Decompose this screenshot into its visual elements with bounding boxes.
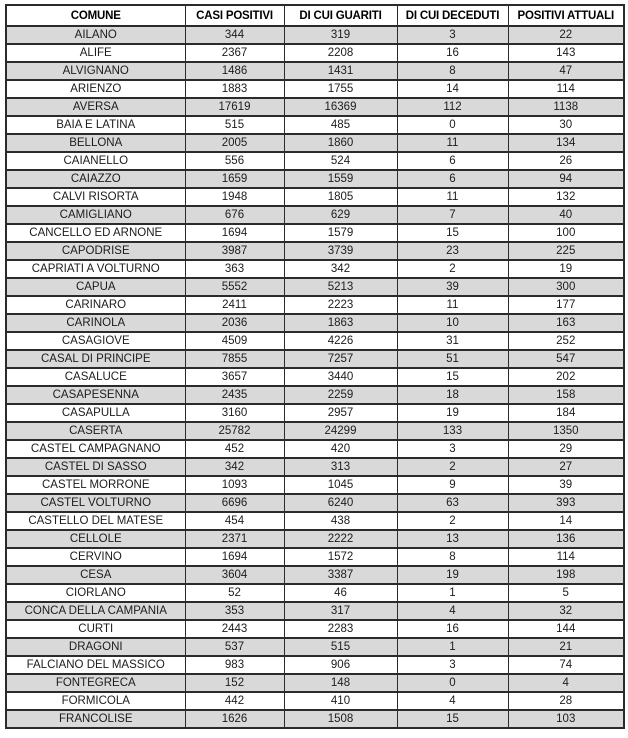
- cell-di-cui-guariti: 4226: [284, 332, 397, 350]
- cell-di-cui-deceduti: 31: [397, 332, 508, 350]
- cell-casi-positivi: 515: [185, 116, 284, 134]
- cell-casi-positivi: 3987: [185, 242, 284, 260]
- cell-di-cui-deceduti: 18: [397, 386, 508, 404]
- cell-positivi-attuali: 28: [508, 692, 624, 710]
- cell-comune: CASERTA: [6, 422, 185, 440]
- cell-positivi-attuali: 103: [508, 710, 624, 728]
- cell-casi-positivi: 5552: [185, 278, 284, 296]
- cell-di-cui-guariti: 515: [284, 638, 397, 656]
- cell-comune: AILANO: [6, 26, 185, 44]
- cell-di-cui-guariti: 3387: [284, 566, 397, 584]
- cell-comune: FONTEGRECA: [6, 674, 185, 692]
- column-header-di-cui-deceduti: DI CUI DECEDUTI: [397, 5, 508, 26]
- column-header-positivi-attuali: POSITIVI ATTUALI: [508, 5, 624, 26]
- cell-di-cui-guariti: 16369: [284, 98, 397, 116]
- cell-casi-positivi: 152: [185, 674, 284, 692]
- cell-di-cui-guariti: 2259: [284, 386, 397, 404]
- table-row: [6, 710, 624, 728]
- cell-di-cui-deceduti: 15: [397, 368, 508, 386]
- cell-comune: CAMIGLIANO: [6, 206, 185, 224]
- cell-comune: CAPODRISE: [6, 242, 185, 260]
- cell-casi-positivi: 2435: [185, 386, 284, 404]
- cell-comune: CASTEL CAMPAGNANO: [6, 440, 185, 458]
- table-row: [6, 530, 624, 548]
- cell-di-cui-guariti: 2222: [284, 530, 397, 548]
- cell-casi-positivi: 6696: [185, 494, 284, 512]
- cell-comune: CASTEL DI SASSO: [6, 458, 185, 476]
- table-row: [6, 404, 624, 422]
- cell-positivi-attuali: 40: [508, 206, 624, 224]
- table-row: [6, 476, 624, 494]
- table-row: [6, 638, 624, 656]
- table-row: [6, 134, 624, 152]
- cell-di-cui-guariti: 420: [284, 440, 397, 458]
- cell-casi-positivi: 342: [185, 458, 284, 476]
- cell-casi-positivi: 452: [185, 440, 284, 458]
- cell-casi-positivi: 1486: [185, 62, 284, 80]
- cell-positivi-attuali: 1138: [508, 98, 624, 116]
- table-row: [6, 674, 624, 692]
- cell-casi-positivi: 442: [185, 692, 284, 710]
- cell-di-cui-guariti: 1863: [284, 314, 397, 332]
- cell-comune: FORMICOLA: [6, 692, 185, 710]
- table-row: [6, 44, 624, 62]
- cell-di-cui-guariti: 524: [284, 152, 397, 170]
- cell-comune: CALVI RISORTA: [6, 188, 185, 206]
- cell-di-cui-deceduti: 9: [397, 476, 508, 494]
- column-header-di-cui-guariti: DI CUI GUARITI: [284, 5, 397, 26]
- cell-di-cui-deceduti: 133: [397, 422, 508, 440]
- cell-casi-positivi: 3160: [185, 404, 284, 422]
- cell-positivi-attuali: 4: [508, 674, 624, 692]
- cell-di-cui-deceduti: 1: [397, 638, 508, 656]
- cell-casi-positivi: 454: [185, 512, 284, 530]
- table-row: [6, 386, 624, 404]
- table-row: [6, 656, 624, 674]
- cell-positivi-attuali: 225: [508, 242, 624, 260]
- cell-casi-positivi: 1948: [185, 188, 284, 206]
- cell-casi-positivi: 25782: [185, 422, 284, 440]
- cell-positivi-attuali: 158: [508, 386, 624, 404]
- cell-casi-positivi: 353: [185, 602, 284, 620]
- cell-comune: CASAPESENNA: [6, 386, 185, 404]
- table-row: [6, 512, 624, 530]
- cell-di-cui-guariti: 906: [284, 656, 397, 674]
- cell-di-cui-guariti: 1860: [284, 134, 397, 152]
- cell-casi-positivi: 1883: [185, 80, 284, 98]
- cell-comune: ALVIGNANO: [6, 62, 185, 80]
- cell-comune: ALIFE: [6, 44, 185, 62]
- cell-di-cui-deceduti: 7: [397, 206, 508, 224]
- cell-positivi-attuali: 29: [508, 440, 624, 458]
- table-body: [6, 26, 624, 728]
- cell-casi-positivi: 52: [185, 584, 284, 602]
- cell-positivi-attuali: 184: [508, 404, 624, 422]
- cell-di-cui-guariti: 1572: [284, 548, 397, 566]
- cell-positivi-attuali: 393: [508, 494, 624, 512]
- cell-casi-positivi: 556: [185, 152, 284, 170]
- cell-di-cui-guariti: 319: [284, 26, 397, 44]
- cell-comune: CASTELLO DEL MATESE: [6, 512, 185, 530]
- cell-positivi-attuali: 21: [508, 638, 624, 656]
- cell-positivi-attuali: 1350: [508, 422, 624, 440]
- cell-casi-positivi: 983: [185, 656, 284, 674]
- cell-comune: CASAPULLA: [6, 404, 185, 422]
- cell-positivi-attuali: 202: [508, 368, 624, 386]
- cell-di-cui-deceduti: 14: [397, 80, 508, 98]
- table-row: [6, 548, 624, 566]
- cell-di-cui-deceduti: 23: [397, 242, 508, 260]
- table-row: [6, 188, 624, 206]
- cell-di-cui-guariti: 7257: [284, 350, 397, 368]
- cell-positivi-attuali: 100: [508, 224, 624, 242]
- cell-di-cui-guariti: 2957: [284, 404, 397, 422]
- cell-casi-positivi: 7855: [185, 350, 284, 368]
- table-row: [6, 494, 624, 512]
- cell-di-cui-guariti: 2208: [284, 44, 397, 62]
- cell-comune: CASALUCE: [6, 368, 185, 386]
- table-row: [6, 170, 624, 188]
- cell-di-cui-guariti: 629: [284, 206, 397, 224]
- cell-di-cui-deceduti: 6: [397, 152, 508, 170]
- cell-di-cui-guariti: 317: [284, 602, 397, 620]
- cell-di-cui-guariti: 3440: [284, 368, 397, 386]
- table-row: [6, 422, 624, 440]
- cell-di-cui-guariti: 313: [284, 458, 397, 476]
- cell-comune: FRANCOLISE: [6, 710, 185, 728]
- cell-di-cui-deceduti: 11: [397, 188, 508, 206]
- cell-positivi-attuali: 26: [508, 152, 624, 170]
- cell-di-cui-deceduti: 3: [397, 440, 508, 458]
- cell-comune: CARINARO: [6, 296, 185, 314]
- cell-comune: FALCIANO DEL MASSICO: [6, 656, 185, 674]
- cell-casi-positivi: 1093: [185, 476, 284, 494]
- cell-positivi-attuali: 30: [508, 116, 624, 134]
- cell-positivi-attuali: 114: [508, 80, 624, 98]
- cell-di-cui-deceduti: 3: [397, 656, 508, 674]
- cell-comune: CERVINO: [6, 548, 185, 566]
- cell-di-cui-deceduti: 15: [397, 224, 508, 242]
- cell-di-cui-guariti: 24299: [284, 422, 397, 440]
- cell-casi-positivi: 363: [185, 260, 284, 278]
- cell-positivi-attuali: 22: [508, 26, 624, 44]
- covid-comuni-table: [5, 4, 625, 729]
- cell-positivi-attuali: 39: [508, 476, 624, 494]
- table-row: [6, 350, 624, 368]
- cell-casi-positivi: 537: [185, 638, 284, 656]
- cell-positivi-attuali: 27: [508, 458, 624, 476]
- table-row: [6, 80, 624, 98]
- table-row: [6, 152, 624, 170]
- cell-di-cui-guariti: 1431: [284, 62, 397, 80]
- table-row: [6, 566, 624, 584]
- column-header-comune: COMUNE: [6, 5, 185, 26]
- cell-di-cui-deceduti: 19: [397, 566, 508, 584]
- cell-comune: CIORLANO: [6, 584, 185, 602]
- cell-positivi-attuali: 74: [508, 656, 624, 674]
- table-row: [6, 260, 624, 278]
- cell-comune: CASTEL VOLTURNO: [6, 494, 185, 512]
- cell-casi-positivi: 4509: [185, 332, 284, 350]
- cell-di-cui-guariti: 5213: [284, 278, 397, 296]
- cell-positivi-attuali: 144: [508, 620, 624, 638]
- cell-positivi-attuali: 163: [508, 314, 624, 332]
- cell-di-cui-deceduti: 4: [397, 602, 508, 620]
- cell-positivi-attuali: 114: [508, 548, 624, 566]
- cell-di-cui-deceduti: 51: [397, 350, 508, 368]
- cell-positivi-attuali: 5: [508, 584, 624, 602]
- cell-casi-positivi: 1659: [185, 170, 284, 188]
- table-row: [6, 296, 624, 314]
- cell-di-cui-deceduti: 8: [397, 62, 508, 80]
- cell-comune: ARIENZO: [6, 80, 185, 98]
- cell-comune: CONCA DELLA CAMPANIA: [6, 602, 185, 620]
- cell-comune: CASTEL MORRONE: [6, 476, 185, 494]
- cell-di-cui-guariti: 6240: [284, 494, 397, 512]
- cell-comune: CELLOLE: [6, 530, 185, 548]
- cell-casi-positivi: 2036: [185, 314, 284, 332]
- table-row: [6, 584, 624, 602]
- cell-comune: BELLONA: [6, 134, 185, 152]
- table-row: [6, 224, 624, 242]
- table-row: [6, 458, 624, 476]
- header-row: [6, 5, 624, 26]
- cell-comune: CASAL DI PRINCIPE: [6, 350, 185, 368]
- cell-casi-positivi: 344: [185, 26, 284, 44]
- cell-di-cui-deceduti: 11: [397, 134, 508, 152]
- cell-casi-positivi: 2005: [185, 134, 284, 152]
- cell-di-cui-deceduti: 2: [397, 512, 508, 530]
- cell-casi-positivi: 2371: [185, 530, 284, 548]
- cell-di-cui-deceduti: 16: [397, 620, 508, 638]
- cell-comune: CANCELLO ED ARNONE: [6, 224, 185, 242]
- cell-casi-positivi: 676: [185, 206, 284, 224]
- cell-casi-positivi: 2411: [185, 296, 284, 314]
- cell-positivi-attuali: 134: [508, 134, 624, 152]
- cell-comune: CESA: [6, 566, 185, 584]
- cell-casi-positivi: 2443: [185, 620, 284, 638]
- cell-di-cui-guariti: 1508: [284, 710, 397, 728]
- cell-di-cui-deceduti: 4: [397, 692, 508, 710]
- cell-di-cui-deceduti: 11: [397, 296, 508, 314]
- cell-di-cui-deceduti: 2: [397, 260, 508, 278]
- cell-positivi-attuali: 143: [508, 44, 624, 62]
- cell-positivi-attuali: 132: [508, 188, 624, 206]
- cell-casi-positivi: 1694: [185, 224, 284, 242]
- table-row: [6, 62, 624, 80]
- cell-di-cui-deceduti: 16: [397, 44, 508, 62]
- cell-positivi-attuali: 198: [508, 566, 624, 584]
- cell-casi-positivi: 2367: [185, 44, 284, 62]
- cell-casi-positivi: 17619: [185, 98, 284, 116]
- cell-comune: AVERSA: [6, 98, 185, 116]
- table-row: [6, 206, 624, 224]
- cell-positivi-attuali: 14: [508, 512, 624, 530]
- cell-positivi-attuali: 47: [508, 62, 624, 80]
- cell-di-cui-guariti: 1755: [284, 80, 397, 98]
- cell-comune: CURTI: [6, 620, 185, 638]
- cell-di-cui-deceduti: 63: [397, 494, 508, 512]
- table-row: [6, 602, 624, 620]
- cell-di-cui-deceduti: 6: [397, 170, 508, 188]
- cell-di-cui-guariti: 1805: [284, 188, 397, 206]
- cell-di-cui-guariti: 1045: [284, 476, 397, 494]
- cell-di-cui-guariti: 148: [284, 674, 397, 692]
- cell-di-cui-deceduti: 39: [397, 278, 508, 296]
- cell-di-cui-guariti: 46: [284, 584, 397, 602]
- table-row: [6, 620, 624, 638]
- cell-di-cui-deceduti: 15: [397, 710, 508, 728]
- cell-positivi-attuali: 94: [508, 170, 624, 188]
- cell-positivi-attuali: 300: [508, 278, 624, 296]
- cell-di-cui-deceduti: 10: [397, 314, 508, 332]
- table-row: [6, 440, 624, 458]
- table-row: [6, 332, 624, 350]
- cell-di-cui-guariti: 2283: [284, 620, 397, 638]
- cell-comune: CASAGIOVE: [6, 332, 185, 350]
- cell-comune: CARINOLA: [6, 314, 185, 332]
- cell-di-cui-guariti: 2223: [284, 296, 397, 314]
- table-row: [6, 116, 624, 134]
- cell-di-cui-guariti: 342: [284, 260, 397, 278]
- table-row: [6, 98, 624, 116]
- cell-comune: CAPUA: [6, 278, 185, 296]
- cell-comune: CAPRIATI A VOLTURNO: [6, 260, 185, 278]
- cell-di-cui-deceduti: 13: [397, 530, 508, 548]
- cell-di-cui-deceduti: 19: [397, 404, 508, 422]
- cell-di-cui-deceduti: 0: [397, 116, 508, 134]
- table-row: [6, 26, 624, 44]
- table-row: [6, 368, 624, 386]
- cell-positivi-attuali: 547: [508, 350, 624, 368]
- cell-di-cui-deceduti: 1: [397, 584, 508, 602]
- cell-di-cui-deceduti: 112: [397, 98, 508, 116]
- cell-di-cui-deceduti: 2: [397, 458, 508, 476]
- cell-comune: BAIA E LATINA: [6, 116, 185, 134]
- cell-di-cui-guariti: 1559: [284, 170, 397, 188]
- cell-positivi-attuali: 136: [508, 530, 624, 548]
- cell-di-cui-deceduti: 0: [397, 674, 508, 692]
- table-row: [6, 278, 624, 296]
- cell-di-cui-deceduti: 3: [397, 26, 508, 44]
- table-row: [6, 692, 624, 710]
- cell-di-cui-deceduti: 8: [397, 548, 508, 566]
- cell-casi-positivi: 3604: [185, 566, 284, 584]
- table-row: [6, 314, 624, 332]
- column-header-casi-positivi: CASI POSITIVI: [185, 5, 284, 26]
- cell-di-cui-guariti: 410: [284, 692, 397, 710]
- cell-comune: CAIAZZO: [6, 170, 185, 188]
- cell-positivi-attuali: 19: [508, 260, 624, 278]
- cell-casi-positivi: 1626: [185, 710, 284, 728]
- table-header: [6, 5, 624, 26]
- cell-casi-positivi: 1694: [185, 548, 284, 566]
- cell-casi-positivi: 3657: [185, 368, 284, 386]
- table-row: [6, 242, 624, 260]
- cell-positivi-attuali: 252: [508, 332, 624, 350]
- cell-positivi-attuali: 177: [508, 296, 624, 314]
- cell-di-cui-guariti: 438: [284, 512, 397, 530]
- cell-di-cui-guariti: 3739: [284, 242, 397, 260]
- cell-positivi-attuali: 32: [508, 602, 624, 620]
- cell-comune: CAIANELLO: [6, 152, 185, 170]
- cell-di-cui-guariti: 1579: [284, 224, 397, 242]
- cell-comune: DRAGONI: [6, 638, 185, 656]
- cell-di-cui-guariti: 485: [284, 116, 397, 134]
